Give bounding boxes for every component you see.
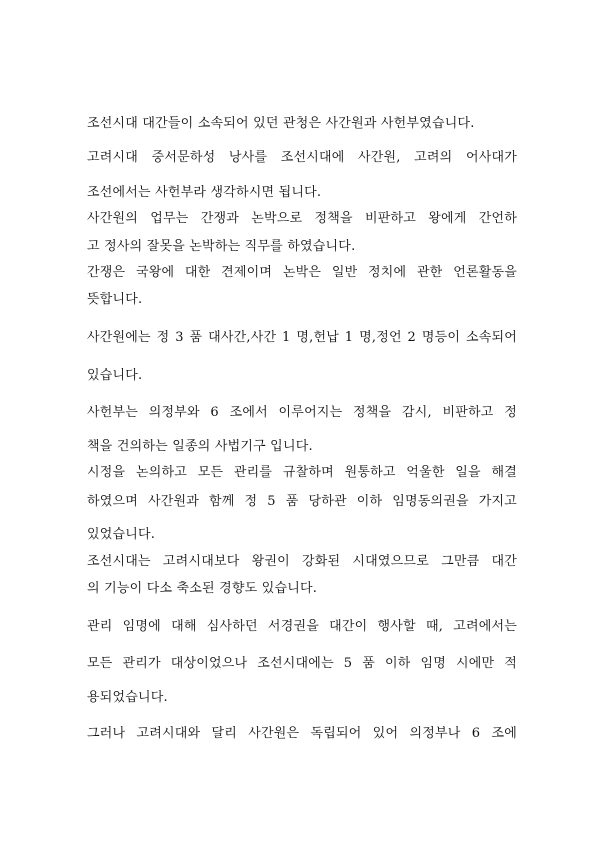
text-line-3: 조선에서는 사헌부라 생각하시면 됩니다.: [87, 185, 322, 200]
text-line-4: 사간원의 업무는 간쟁과 논박으로 정책을 비판하고 왕에게 간언하: [87, 211, 517, 226]
text-line-18: 모든 관리가 대상이었으나 조선시대에는 5 품 이하 임명 시에만 적: [87, 656, 517, 671]
text-line-15: 조선시대는 고려시대보다 왕권이 강화된 시대였으므로 그만큼 대간: [87, 554, 517, 569]
text-line-1: 조선시대 대간들이 소속되어 있던 관청은 사간원과 사헌부였습니다.: [87, 116, 475, 131]
text-line-13: 하였으며 사간원과 함께 정 5 품 당하관 이하 임명동의권을 가지고: [87, 494, 517, 509]
text-line-9: 있습니다.: [87, 368, 143, 383]
text-line-10: 사헌부는 의정부와 6 조에서 이루어지는 정책을 감시, 비판하고 정: [87, 405, 517, 420]
text-line-17: 관리 임명에 대해 심사하던 서경권을 대간이 행사할 때, 고려에서는: [87, 619, 517, 634]
text-line-5: 고 정사의 잘못을 논박하는 직무를 하였습니다.: [87, 239, 356, 254]
text-line-16: 의 기능이 다소 축소된 경향도 있습니다.: [87, 581, 318, 596]
text-line-2: 고려시대 중서문하성 낭사를 조선시대에 사간원, 고려의 어사대가: [87, 150, 517, 165]
text-line-14: 있었습니다.: [87, 527, 156, 542]
text-line-12: 시정을 논의하고 모든 관리를 규찰하며 원통하고 억울한 일을 해결: [87, 465, 517, 480]
text-line-8: 사간원에는 정 3 품 대사간,사간 1 명,헌납 1 명,정언 2 명등이 소속되어: [87, 330, 517, 345]
text-line-20: 그러나 고려시대와 달리 사간원은 독립되어 있어 의정부나 6 조에: [87, 726, 517, 741]
text-line-11: 책을 건의하는 일종의 사법기구 입니다.: [87, 439, 313, 454]
text-line-7: 뜻합니다.: [87, 292, 143, 307]
text-line-6: 간쟁은 국왕에 대한 견제이며 논박은 일반 정치에 관한 언론활동을: [87, 265, 517, 280]
text-line-19: 용되었습니다.: [87, 690, 168, 705]
